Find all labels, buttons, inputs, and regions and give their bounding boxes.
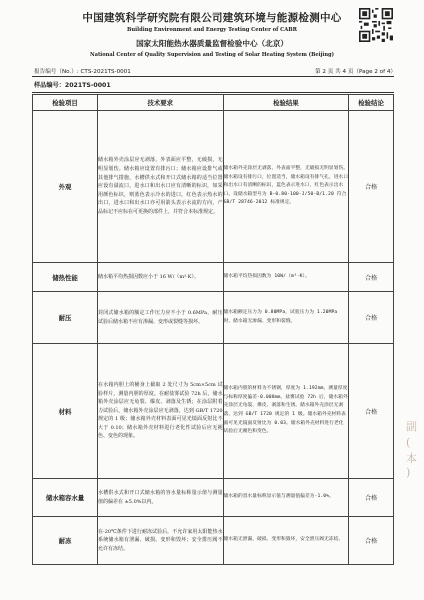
page-info: 第 2 页 共 4 页（Page 2 of 4） (315, 69, 396, 75)
row-conclusion: 合格 (349, 292, 394, 344)
sample-divider (32, 92, 394, 93)
table-row (33, 344, 394, 479)
row-requirement: 在-20℃条件下进行耐冻试验后，不允许家用太阳能热水系统储水箱有泄漏、破损、变形和毁坏；安全排压阀不允许有冻结。 (98, 517, 224, 565)
row-item: 耐冻 (33, 517, 98, 565)
table-header-row (33, 95, 394, 111)
inspection-table (32, 94, 394, 565)
table-row (33, 517, 394, 565)
organization-name-cn: 中国建筑科学研究院有限公司建筑环境与能源检测中心 (82, 12, 342, 24)
copy-stamp-char: ( (406, 436, 411, 449)
row-requirement: 水槽供水式和开口式储水箱的容水量标称量示值与测量值的偏差在 ±5.0%以内。 (98, 479, 224, 517)
row-item: 外观 (33, 111, 98, 263)
table-row (33, 111, 394, 263)
row-conclusion: 合格 (349, 344, 394, 479)
copy-stamp-char: ) (406, 466, 411, 479)
header-item: 检验项目 (33, 95, 98, 111)
row-conclusion: 合格 (349, 517, 394, 565)
header-requirement: 技术要求 (98, 95, 224, 111)
row-result: 储水箱额定压力为 0.80MPa，试验压力为 1.20MPa 时，储水箱无渗漏、变形和裂缝。 (223, 292, 349, 344)
center-name-cn: 国家太阳能热水器质量监督检验中心（北京） (136, 39, 288, 48)
qr-code-icon (359, 8, 393, 42)
row-result: 储水箱无泄漏、破损、变形和毁坏，安全泄压阀无冻结。 (223, 517, 349, 565)
row-requirement: 封闭式储水箱的额定工作压力应不小于 0.6MPa，耐压试验后储水箱不应有渗漏、变形或裂缝等损坏。 (98, 292, 224, 344)
table-row (33, 263, 394, 292)
sample-number: 样品编号：2021TS-0001 (34, 82, 111, 89)
organization-name-en: Building Environment and Energy Testing Center of CABR (127, 27, 297, 33)
row-result: 储水箱平均热损因数为 10W/（m³·K）。 (223, 263, 349, 292)
row-item: 储热性能 (33, 263, 98, 292)
row-item: 耐压 (33, 292, 98, 344)
copy-stamp-char: 本 (406, 452, 417, 465)
row-item: 储水箱容水量 (33, 479, 98, 517)
table-row (33, 479, 394, 517)
row-conclusion: 合格 (349, 479, 394, 517)
row-requirement: 储水箱平均热损因数应小于 16 W/（m³·K）。 (98, 263, 224, 292)
row-conclusion: 合格 (349, 263, 394, 292)
row-requirement: 在水箱内胆上的桶身上截取 2 处尺寸为 5cm×5cm 试验样片，测量内胆的厚度。在耐盐雾试验 72h 后，储水箱外壳涂层应无龟裂、爆皮、剥落及生锈；在涂层附着力试验后，储水箱外壳涂层应无剥落，达到 GB/T 1720 规定的 1 级；储水箱外壳材料表面可见光镜面反射比不大于 0.10；储水箱外壳材料进行老化性试验后应无褪色、变色的现象。 (98, 344, 224, 479)
report-number: 报告编号（No.）: CTS-2021TS-0001 (34, 69, 131, 75)
row-item: 材料 (33, 344, 98, 479)
row-conclusion: 合格 (349, 111, 394, 263)
center-name-en: National Center of Quality Supervision and Testing of Solar Heating System (Beijing) (90, 52, 334, 58)
row-result: 储水箱的容水量标称显示值与测量值偏差为-1.0%。 (223, 479, 349, 517)
row-result: 储水箱外壳涂层无剥落，外表面平整，无破损无明显划伤。储水箱设有排污口，位置适当，储水箱设有排气孔，进水口和出水口有清晰的标识，蓝色表示进水口，红色表示出水口。设储水箱型号为 B-0.80-100-J/50-B/1.20 符合 GB/T 28746-2012 标准规定。 (223, 111, 349, 263)
row-requirement: 储水箱外壳涂层应无剥落，外表面应平整，无破损，无明显划伤。储水箱应设置有排污口；储水箱应设排气或其他排气措施，水槽供水式和开口式储水箱的适当位置应设有溢流口，进水口和出水口应有清晰的标识，如采用颜色标识，则蓝色表示冷水的进口，红色表示热水的出口，进水口和出水口亦可用箭头表示水流的方向，产品标记不应标在可更换的部件上，并符合本标准规定。 (98, 111, 224, 263)
header-result: 检验结果 (223, 95, 349, 111)
row-result: 储水箱内胆的材料为不锈钢，厚度为 1.192mm，测量厚度与标称厚度偏差-0.008mm。盐雾试验 72h 后，储水箱外壳涂层无龟裂、爆皮、剥落和生锈。储水箱外壳涂层无剥落，达到 GB/T 1720 规定的 1 级。储水箱外壳材料表面可见光镜面反射比为 0.03。储水箱外壳材料进行老化试验后无褪色和变色。 (223, 344, 349, 479)
header-divider (32, 76, 394, 77)
copy-stamp-char: 副 (406, 420, 417, 433)
table-row (33, 292, 394, 344)
header-conclusion: 检验结论 (349, 95, 394, 111)
